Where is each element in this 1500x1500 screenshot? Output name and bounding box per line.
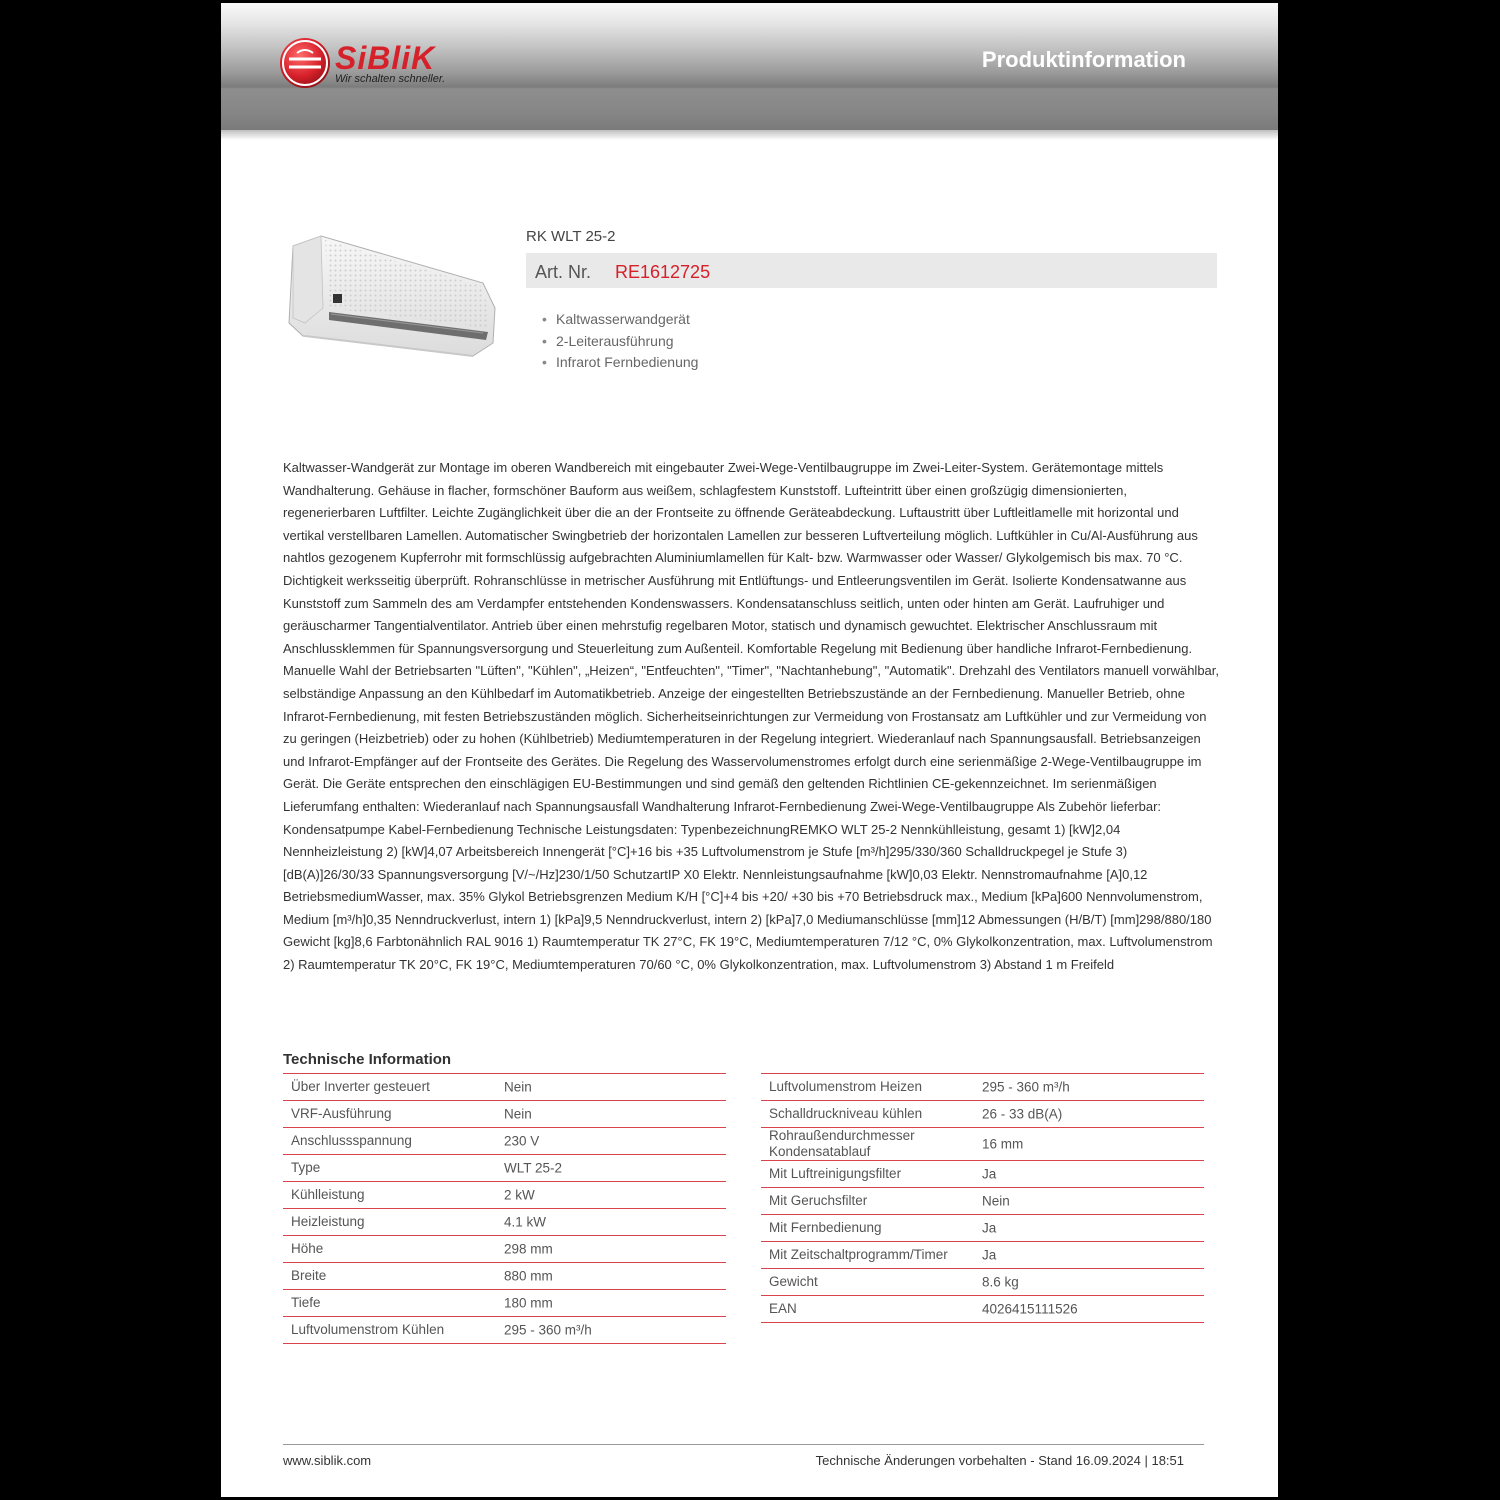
table-row: [283, 1128, 726, 1155]
spec-label: Kühlleistung: [291, 1187, 365, 1202]
table-row: [283, 1074, 726, 1101]
feature-text: Kaltwasserwandgerät: [556, 311, 690, 327]
footer-divider: [283, 1444, 1204, 1445]
table-row: [283, 1236, 726, 1263]
feature-text: 2-Leiterausführung: [556, 332, 674, 349]
page-title: Produktinformation: [981, 47, 1186, 72]
table-row: [761, 1074, 1204, 1101]
feature-item: [542, 309, 698, 331]
footer-disclaimer: Technische Änderungen vorbehalten - Stand 16.09.2024 | 18:51: [815, 1453, 1184, 1468]
siblik-logo[interactable]: [279, 37, 469, 89]
feature-item: [542, 352, 699, 374]
table-row: [283, 1101, 726, 1128]
spec-value: 2 kW: [504, 1187, 535, 1203]
tech-table-left: [283, 1073, 726, 1344]
spec-value: Ja: [982, 1220, 997, 1236]
spec-value: 180 mm: [504, 1295, 553, 1311]
table-row: [761, 1188, 1204, 1215]
spec-value: 26 - 33 dB(A): [982, 1106, 1063, 1122]
spec-label: Schalldruckniveau kühlen: [769, 1106, 923, 1121]
article-number-bar: [526, 253, 1217, 288]
table-row: [761, 1296, 1204, 1323]
spec-value: WLT 25-2: [504, 1160, 563, 1176]
table-row: [283, 1209, 726, 1236]
siblik-logo-icon: [279, 37, 331, 89]
spec-label: Anschlussspannung: [291, 1133, 412, 1148]
spec-label: Tiefe: [291, 1295, 321, 1310]
footer-website-link[interactable]: www.siblik.com: [283, 1453, 372, 1468]
table-row: [761, 1242, 1204, 1269]
product-name: RK WLT 25-2: [526, 228, 616, 245]
brand-name: SiBliK: [335, 40, 436, 76]
table-row: [283, 1290, 726, 1317]
spec-label: Mit Geruchsfilter: [769, 1193, 868, 1208]
spec-value: Ja: [982, 1247, 997, 1263]
table-row: [283, 1263, 726, 1290]
spec-value: 295 - 360 m³/h: [982, 1079, 1070, 1095]
spec-label: Rohraußendurchmesser Kondensatablauf: [769, 1128, 915, 1159]
tech-table-right: [761, 1073, 1204, 1323]
spec-label: VRF-Ausführung: [291, 1106, 392, 1121]
spec-label: Mit Zeitschaltprogramm/Timer: [769, 1247, 948, 1262]
spec-value: 4026415111526: [982, 1301, 1078, 1317]
table-row: [283, 1155, 726, 1182]
spec-label: Heizleistung: [291, 1214, 365, 1229]
product-description: Kaltwasser-Wandgerät zur Montage im oberen Wandbereich mit eingebauter Zwei-Wege-Ventilbaugruppe im Zwei-Leiter-System. Gerätemontage mittels Wandhalterung. Gehäuse in flacher, formschöner Bauform aus weißem, schlagfestem Kunststoff. Lufteintritt über einen großzügig dimensionierten, regenerierbaren Luftfilter. Leichte Zugänglichkeit über die an der Frontseite zu öffnende Geräteabdeckung. Luftaustritt über Luftleitlamelle mit horizontal und vertikal verstellbaren Lamellen. Automatischer Swingbetrieb der horizontalen Lamellen zur besseren Luftverteilung möglich. Luftkühler in Cu/Al-Ausführung aus nahtlos gezogenem Kupferrohr mit formschlüssig aufgebrachten Aluminiumlamellen für Kalt- bzw. Warmwasser oder Wasser/ Glykolgemisch bis max. 70 °C. Dichtigkeit werksseitig überprüft. Rohranschlüsse in metrischer Ausführung mit Entlüftungs- und Entleerungsventilen im Gerät. Isolierte Kondensatwanne aus Kunststoff zum Sammeln des am Verdampfer entstehenden Kondenswassers. Kondensatanschluss seitlich, unten oder hinten am Gerät. Laufruhiger und geräuscharmer Tangentialventilator. Antrieb über einen mehrstufig regelbaren Motor, statisch und dynamisch gewuchtet. Elektrischer Anschlussraum mit Anschlussklemmen für Spannungsversorgung und Steuerleitung zum Außenteil. Komfortable Regelung mit Bedienung über handliche Infrarot-Fernbedienung. Manuelle Wahl der Betriebsarten "Lüften", "Kühlen", „Heizen“, "Entfeuchten", "Timer", "Nachtanhebung", "Automatik". Drehzahl des Ventilators manuell vorwählbar, selbständige Anpassung an den Kühlbedarf im Automatikbetrieb. Anzeige der eingestellten Betriebszustände an der Fernbedienung. Manueller Betrieb, ohne Infrarot-Fernbedienung, mit festen Betriebszuständen möglich. Sicherheitseinrichtungen zur Vermeidung von Frostansatz am Luftkühler und zur Vermeidung von zu geringen (Heizbetrieb) oder zu hohen (Kühlbetrieb) Mediumtemperaturen in der Regelung integriert. Wiederanlauf nach Spannungsausfall. Betriebsanzeigen und Infrarot-Empfänger auf der Frontseite des Gerätes. Die Regelung des Wasservolumenstromes erfolgt durch eine serienmäßige 2-Wege-Ventilbaugruppe im Gerät. Die Geräte entsprechen den einschlägigen EU-Bestimmungen und sind gemäß den geltenden Richtlinien CE-gekennzeichnet. Im serienmäßigen Lieferumfang enthalten: Wiederanlauf nach Spannungsausfall Wandhalterung Infrarot-Fernbedienung Zwei-Wege-Ventilbaugruppe Als Zubehör lieferbar: Kondensatpumpe Kabel-Fernbedienung Technische Leistungsdaten: TypenbezeichnungREMKO WLT 25-2 Nennkühlleistung, gesamt 1) [kW]2,04 Nennheizleistung 2) [kW]4,07 Arbeitsbereich Innengerät [°C]+16 bis +35 Luftvolumenstrom je Stufe [m³/h]295/330/360 Schalldruckpegel je Stufe 3) [dB(A)]26/30/33 Spannungsversorgung [V/~/Hz]230/1/50 SchutzartIP X0 Elektr. Nennleistungsaufnahme [kW]0,03 Elektr. Nennstromaufnahme [A]0,12 BetriebsmediumWasser, max. 35% Glykol Betriebsgrenzen Medium K/H [°C]+4 bis +20/ +30 bis +70 Betriebsdruck max., Medium [kPa]600 Nennvolumenstrom, Medium [m³/h]0,35 Nenndruckverlust, intern 1) [kPa]9,5 Nenndruckverlust, intern 2) [kPa]7,0 Mediumanschlüsse [mm]12 Abmessungen (H/B/T) [mm]298/880/180 Gewicht [kg]8,6 Farbtonähnlich RAL 9016 1) Raumtemperatur TK 27°C, FK 19°C, Mediumtemperaturen 7/12 °C, 0% Glykolkonzentration, max. Luftvolumenstrom 2) Raumtemperatur TK 20°C, FK 19°C, Mediumtemperaturen 70/60 °C, 0% Glykolkonzentration, max. Luftvolumenstrom 3) Abstand 1 m Freifeld: [283, 460, 1219, 973]
bullet-icon: •: [542, 332, 547, 349]
spec-label: Breite: [291, 1268, 327, 1283]
feature-text: Infrarot Fernbedienung: [556, 354, 699, 370]
spec-value: 880 mm: [504, 1268, 553, 1284]
spec-value: 230 V: [504, 1133, 540, 1149]
spec-label: Mit Fernbedienung: [769, 1220, 882, 1235]
table-row: [761, 1128, 1204, 1161]
spec-value: Ja: [982, 1166, 997, 1182]
header-shadow: [221, 130, 1278, 140]
table-row: [761, 1215, 1204, 1242]
spec-value: Nein: [504, 1079, 532, 1095]
spec-value: 8.6 kg: [982, 1274, 1019, 1290]
spec-value: 16 mm: [982, 1136, 1024, 1152]
table-row: [283, 1182, 726, 1209]
bullet-icon: •: [542, 311, 547, 327]
brand-slogan: Wir schalten schneller.: [335, 73, 446, 85]
spec-value: 4.1 kW: [504, 1214, 547, 1230]
header-bar: [221, 3, 1278, 130]
bullet-icon: •: [542, 354, 547, 370]
spec-label: Gewicht: [769, 1274, 818, 1289]
spec-value: 295 - 360 m³/h: [504, 1322, 592, 1338]
tech-info-heading: Technische Information: [283, 1051, 452, 1068]
spec-label: Luftvolumenstrom Heizen: [769, 1079, 923, 1094]
table-row: [761, 1101, 1204, 1128]
spec-label: EAN: [769, 1301, 797, 1316]
spec-label: Luftvolumenstrom Kühlen: [291, 1322, 445, 1337]
spec-label: Höhe: [291, 1241, 324, 1256]
spec-label: Über Inverter gesteuert: [291, 1079, 430, 1094]
feature-list: [542, 309, 699, 374]
feature-item: [542, 331, 698, 353]
spec-value: 298 mm: [504, 1241, 553, 1257]
table-row: [761, 1161, 1204, 1188]
table-row: [283, 1317, 726, 1344]
spec-value: Nein: [504, 1106, 532, 1122]
spec-label: Type: [291, 1160, 321, 1175]
air-conditioner-wall-unit-icon: [283, 228, 501, 368]
article-number-label: Art. Nr.: [535, 262, 592, 282]
article-number: RE1612725: [615, 262, 711, 282]
table-row: [761, 1269, 1204, 1296]
spec-value: Nein: [982, 1193, 1010, 1209]
datasheet-page: [221, 3, 1278, 1497]
spec-label: Mit Luftreinigungsfilter: [769, 1166, 902, 1181]
